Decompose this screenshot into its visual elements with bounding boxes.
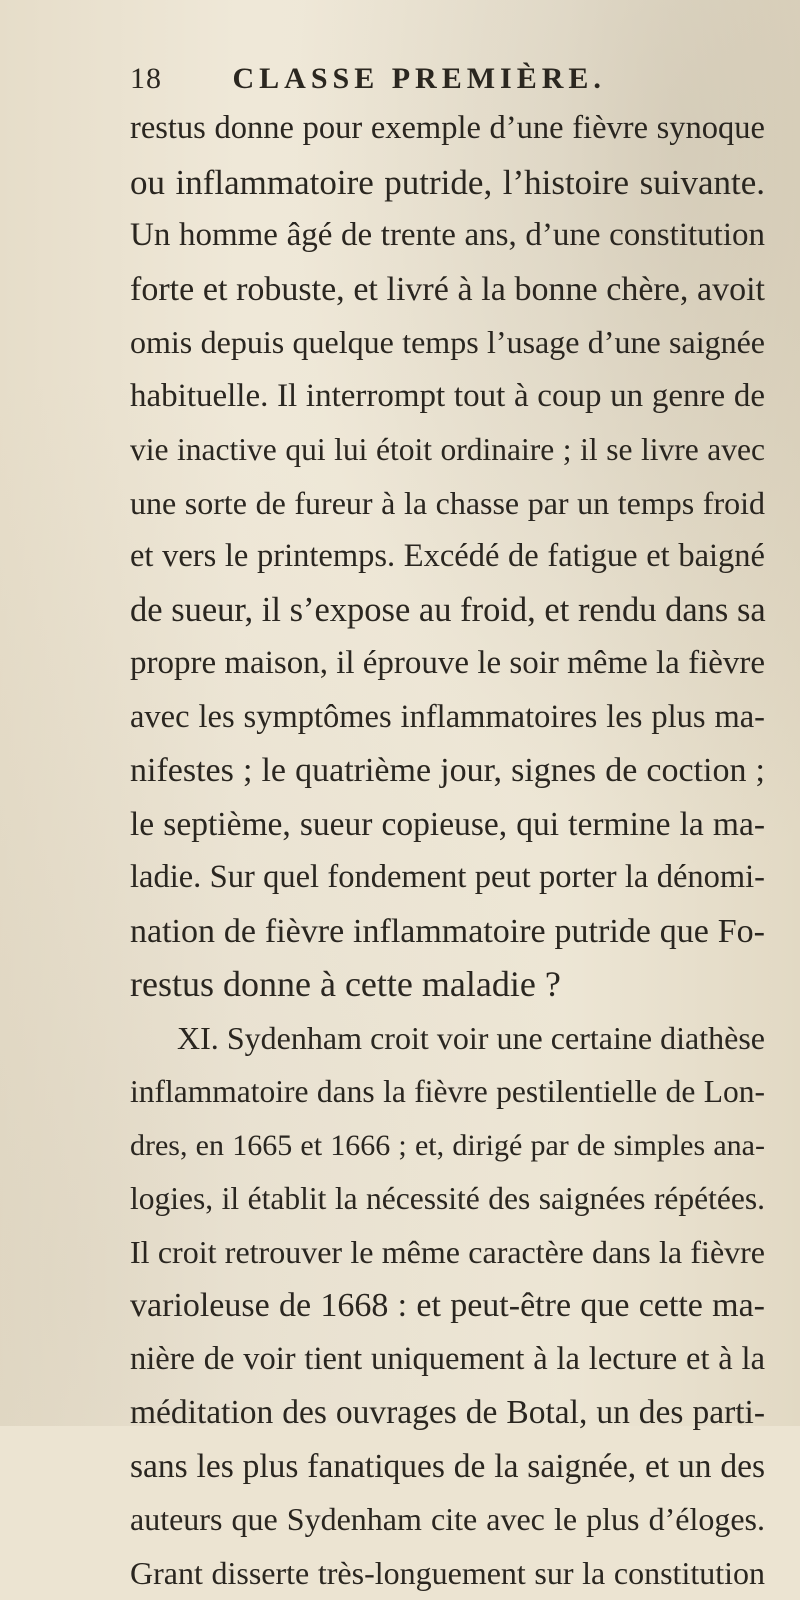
text-line: ou inflammatoire putride, l’histoire suivante. bbox=[130, 156, 765, 210]
text-line: Un homme âgé de trente ans, d’une constitution bbox=[130, 209, 765, 263]
running-title: CLASSE PREMIÈRE. bbox=[233, 62, 606, 95]
text-line: de sueur, il s’expose au froid, et rendu dans sa bbox=[130, 584, 765, 638]
text-line: le septième, sueur copieuse, qui termine la ma- bbox=[130, 798, 765, 852]
text-line: habituelle. Il interrompt tout à coup un genre de bbox=[130, 370, 765, 424]
text-line: nière de voir tient uniquement à la lecture et à la bbox=[130, 1333, 765, 1387]
text-line: restus donne pour exemple d’une fièvre synoque bbox=[130, 102, 765, 156]
text-line: inflammatoire dans la fièvre pestilentielle de Lon- bbox=[130, 1065, 765, 1119]
text-line: une sorte de fureur à la chasse par un temps froid bbox=[130, 477, 765, 531]
text-line: XI. Sydenham croit voir une certaine diathèse bbox=[130, 1012, 765, 1066]
text-line: propre maison, il éprouve le soir même la fièvre bbox=[130, 637, 765, 691]
text-line: avec les symptômes inflammatoires les plus ma- bbox=[130, 691, 765, 745]
text-line: logies, il établit la nécessité des saignées répétées. bbox=[130, 1172, 765, 1226]
text-line: varioleuse de 1668 : et peut-être que cette ma- bbox=[130, 1279, 765, 1333]
text-line: restus donne à cette maladie ? bbox=[130, 958, 765, 1012]
text-line: nifestes ; le quatrième jour, signes de coction ; bbox=[130, 744, 765, 798]
running-header bbox=[130, 62, 606, 96]
page-number: 18 bbox=[130, 62, 162, 95]
text-line: omis depuis quelque temps l’usage d’une saignée bbox=[130, 316, 765, 370]
text-line: méditation des ouvrages de Botal, un des parti- bbox=[130, 1386, 765, 1440]
text-line: et vers le printemps. Excédé de fatigue et baigné bbox=[130, 530, 765, 584]
text-line: vie inactive qui lui étoit ordinaire ; il se livre avec bbox=[130, 423, 765, 477]
text-line: forte et robuste, et livré à la bonne chère, avoit bbox=[130, 263, 765, 317]
text-line: auteurs que Sydenham cite avec le plus d’éloges. bbox=[130, 1493, 765, 1547]
text-line: ladie. Sur quel fondement peut porter la dénomi- bbox=[130, 851, 765, 905]
body-text bbox=[130, 102, 765, 1600]
text-line: dres, en 1665 et 1666 ; et, dirigé par de simples ana- bbox=[130, 1119, 765, 1173]
text-line: sans les plus fanatiques de la saignée, et un des bbox=[130, 1440, 765, 1494]
text-line: Il croit retrouver le même caractère dans la fièvre bbox=[130, 1226, 765, 1280]
text-line: nation de fièvre inflammatoire putride que Fo- bbox=[130, 905, 765, 959]
text-line: Grant disserte très-longuement sur la constitution bbox=[130, 1547, 765, 1600]
